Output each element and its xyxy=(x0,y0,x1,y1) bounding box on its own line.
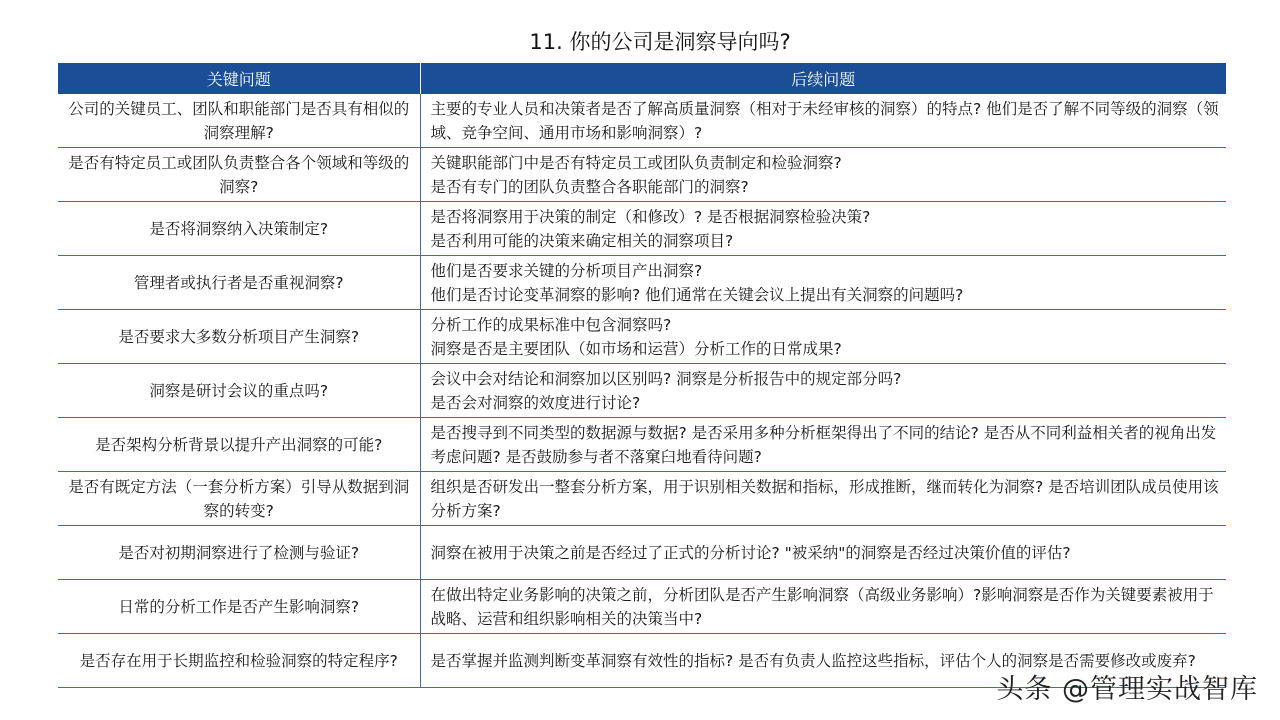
followup-line: 是否有专门的团队负责整合各职能部门的洞察? xyxy=(430,177,749,196)
questions-table xyxy=(58,63,1226,688)
followup-line: 组织是否研发出一整套分析方案，用于识别相关数据和指标，形成推断，继而转化为洞察? 是否培训团队成员使用该分析方案? xyxy=(430,477,1219,520)
key-question-cell: 洞察是研讨会议的重点吗? xyxy=(58,364,420,418)
followup-cell xyxy=(420,418,1226,472)
followup-cell xyxy=(420,472,1226,526)
key-question-cell: 是否有既定方法（一套分析方案）引导从数据到洞察的转变? xyxy=(58,472,420,526)
table-header-row xyxy=(58,63,1226,94)
followup-cell xyxy=(420,256,1226,310)
followup-line: 会议中会对结论和洞察加以区别吗? 洞察是分析报告中的规定部分吗? xyxy=(430,369,902,388)
followup-line: 他们是否要求关键的分析项目产出洞察? xyxy=(430,261,703,280)
followup-cell xyxy=(420,148,1226,202)
followup-cell xyxy=(420,580,1226,634)
followup-line: 关键职能部门中是否有特定员工或团队负责制定和检验洞察? xyxy=(430,153,842,172)
table-row xyxy=(58,148,1226,202)
table-row xyxy=(58,472,1226,526)
table-row xyxy=(58,526,1226,580)
followup-cell xyxy=(420,364,1226,418)
header-followup-questions: 后续问题 xyxy=(420,63,1226,94)
followup-line: 他们是否讨论变革洞察的影响? 他们通常在关键会议上提出有关洞察的问题吗? xyxy=(430,285,964,304)
key-question-cell: 是否要求大多数分析项目产生洞察? xyxy=(58,310,420,364)
key-question-cell: 是否架构分析背景以提升产出洞察的可能? xyxy=(58,418,420,472)
followup-line: 是否搜寻到不同类型的数据源与数据? 是否采用多种分析框架得出了不同的结论? 是否从不同利益相关者的视角出发考虑问题? 是否鼓励参与者不落窠臼地看待问题? xyxy=(430,423,1217,466)
table-row xyxy=(58,418,1226,472)
followup-line: 是否掌握并监测判断变革洞察有效性的指标? 是否有负责人监控这些指标，评估个人的洞察是否需要修改或废弃? xyxy=(430,651,1196,670)
key-question-cell: 是否对初期洞察进行了检测与验证? xyxy=(58,526,420,580)
key-question-cell: 是否将洞察纳入决策制定? xyxy=(58,202,420,256)
followup-line: 是否会对洞察的效度进行讨论? xyxy=(430,393,641,412)
key-question-cell: 是否有特定员工或团队负责整合各个领域和等级的洞察? xyxy=(58,148,420,202)
header-key-questions: 关键问题 xyxy=(58,63,420,94)
table-row xyxy=(58,580,1226,634)
key-question-cell: 是否存在用于长期监控和检验洞察的特定程序? xyxy=(58,634,420,688)
table-row xyxy=(58,310,1226,364)
followup-line: 主要的专业人员和决策者是否了解高质量洞察（相对于未经审核的洞察）的特点? 他们是否了解不同等级的洞察（领域、竞争空间、通用市场和影响洞察）? xyxy=(430,99,1219,142)
key-question-cell: 管理者或执行者是否重视洞察? xyxy=(58,256,420,310)
table-row xyxy=(58,256,1226,310)
followup-line: 分析工作的成果标准中包含洞察吗? xyxy=(430,315,672,334)
followup-cell xyxy=(420,94,1226,148)
followup-cell xyxy=(420,202,1226,256)
table-row xyxy=(58,202,1226,256)
followup-line: 在做出特定业务影响的决策之前，分析团队是否产生影响洞察（高级业务影响）?影响洞察是否作为关键要素被用于战略、运营和组织影响相关的决策当中? xyxy=(430,585,1214,628)
followup-line: 洞察是否是主要团队（如市场和运营）分析工作的日常成果? xyxy=(430,339,842,358)
key-question-cell: 日常的分析工作是否产生影响洞察? xyxy=(58,580,420,634)
key-question-cell: 公司的关键员工、团队和职能部门是否具有相似的洞察理解? xyxy=(58,94,420,148)
followup-line: 洞察在被用于决策之前是否经过了正式的分析讨论? "被采纳"的洞察是否经过决策价值的评估? xyxy=(430,543,1071,562)
table-row xyxy=(58,364,1226,418)
table-row xyxy=(58,94,1226,148)
followup-line: 是否将洞察用于决策的制定（和修改）? 是否根据洞察检验决策? xyxy=(430,207,871,226)
followup-cell xyxy=(420,526,1226,580)
followup-cell xyxy=(420,310,1226,364)
followup-line: 是否利用可能的决策来确定相关的洞察项目? xyxy=(430,231,734,250)
watermark: 头条 @管理实战智库 xyxy=(996,674,1258,705)
page-title: 11. 你的公司是洞察导向吗? xyxy=(529,30,791,54)
